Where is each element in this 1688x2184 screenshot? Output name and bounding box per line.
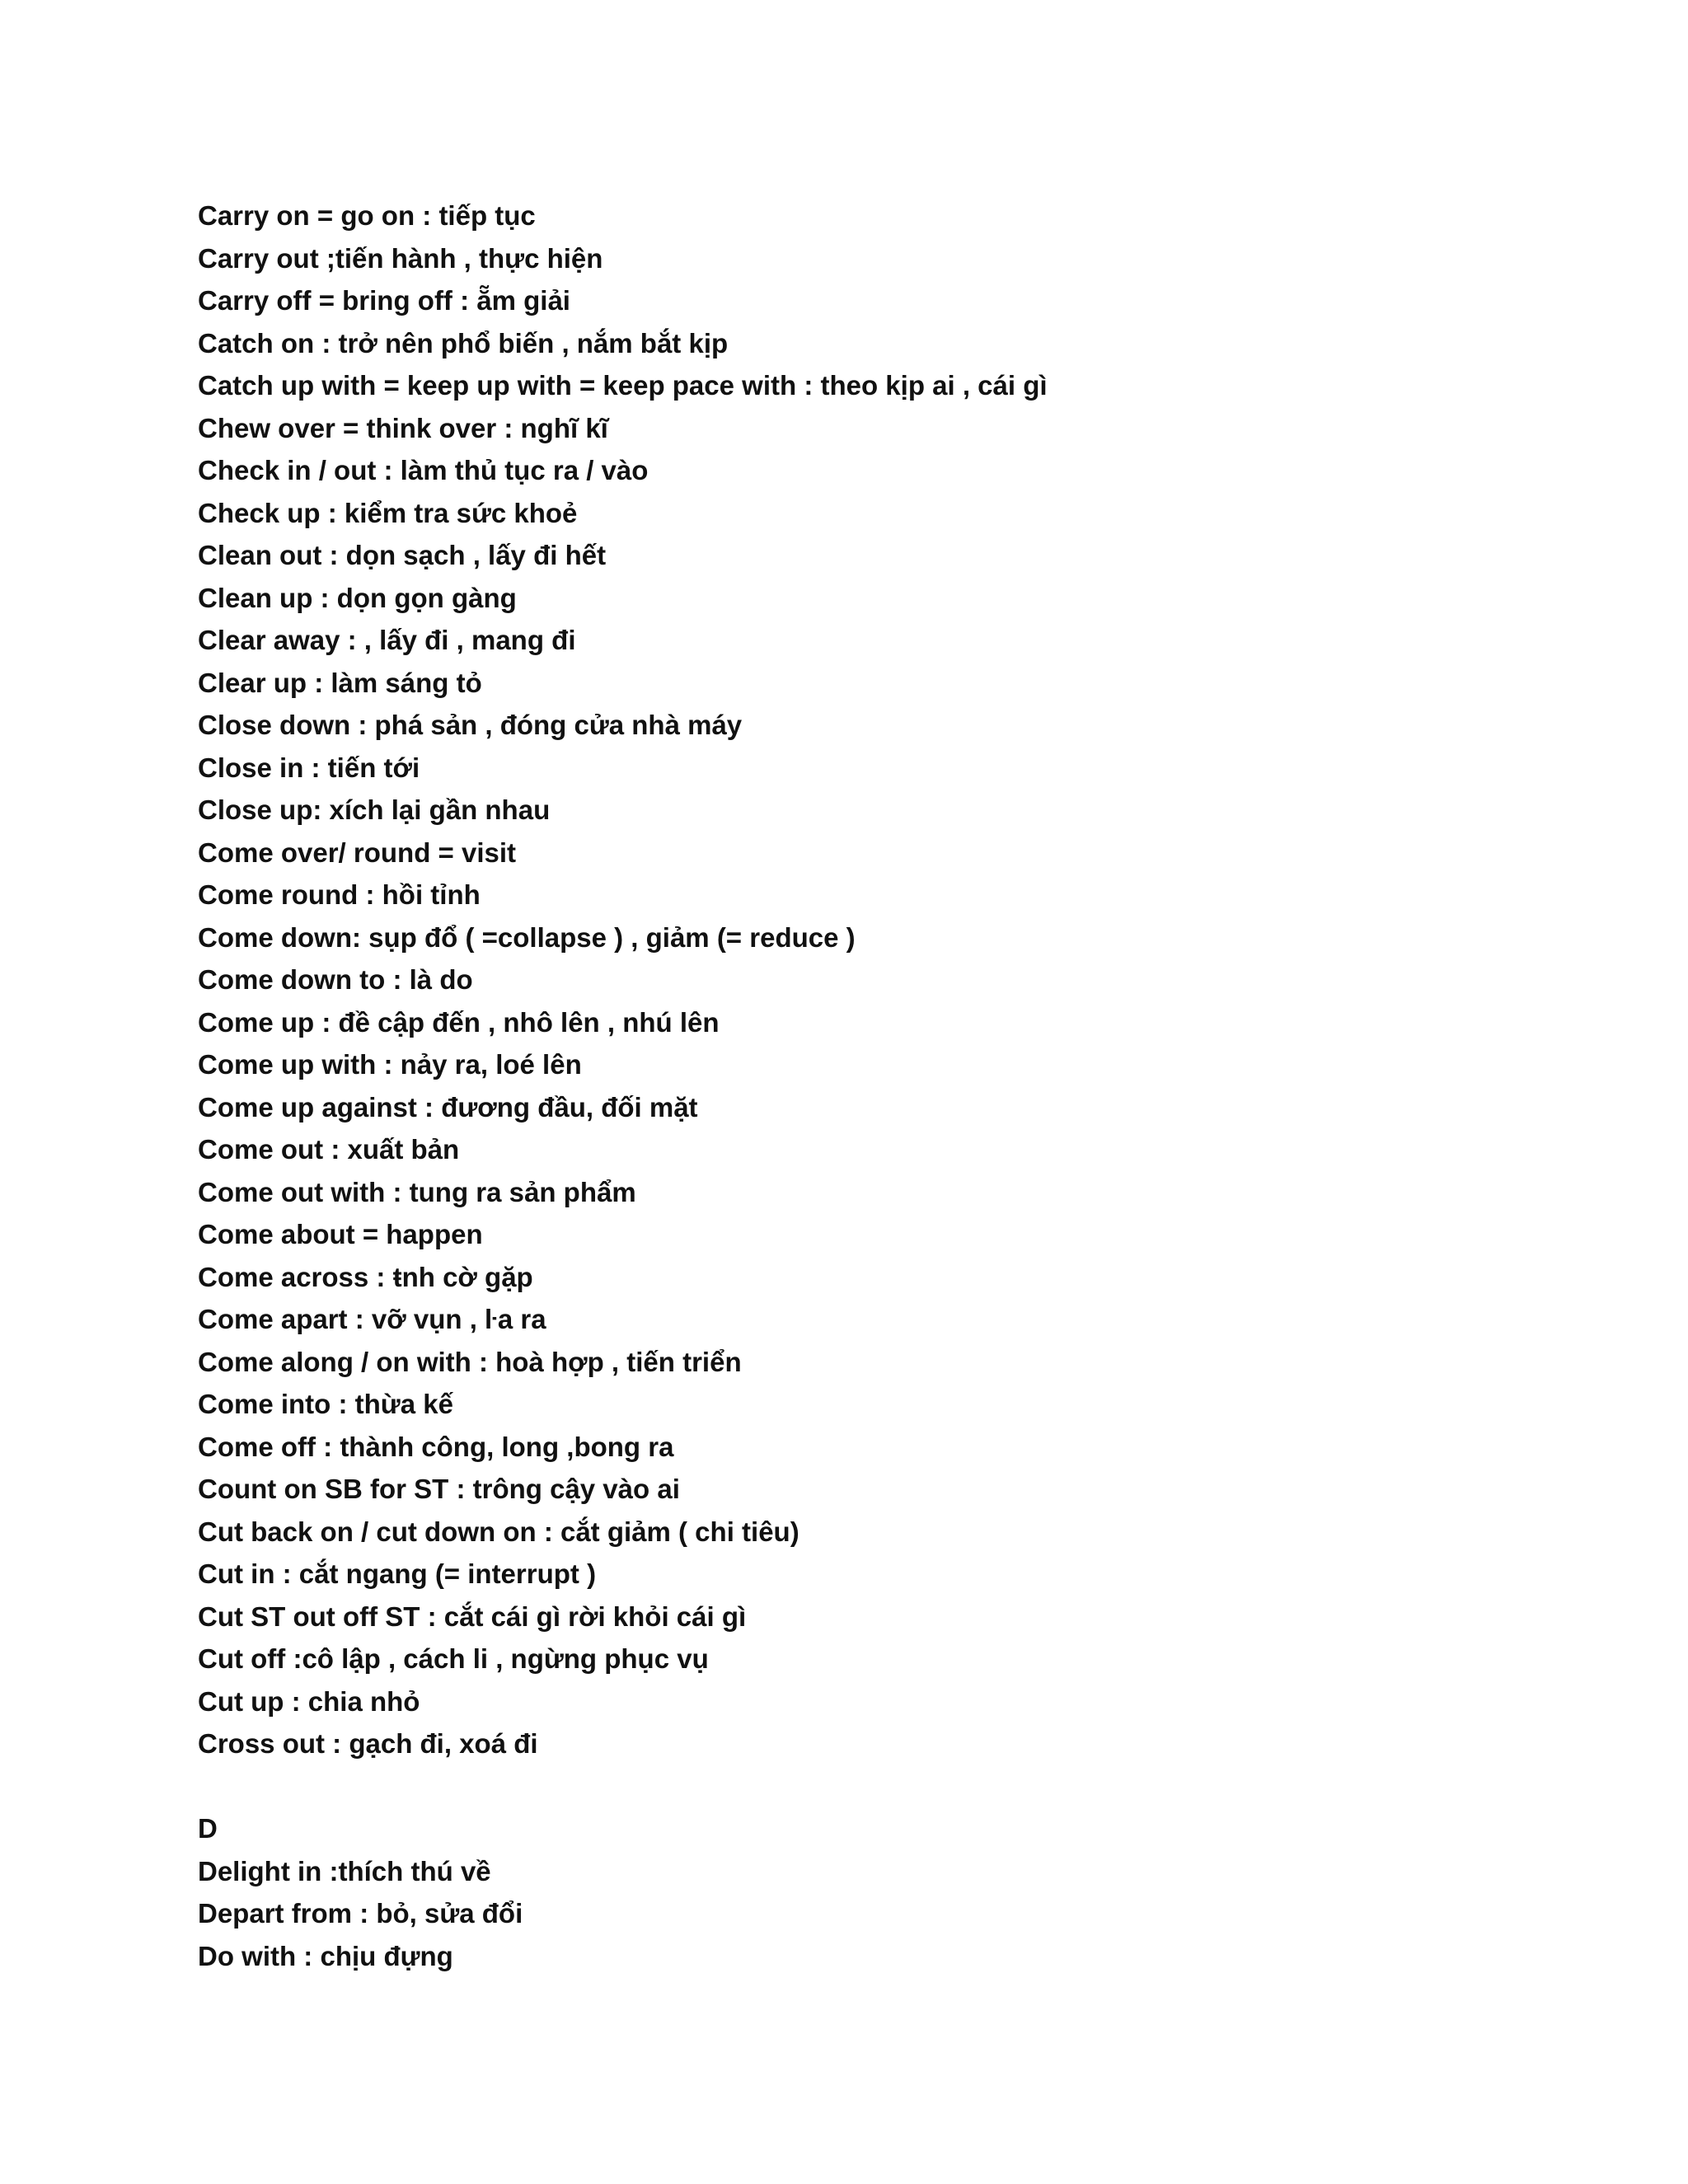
- section-c: [198, 194, 1599, 1765]
- entry-line: Come round : hồi tỉnh: [198, 879, 481, 910]
- entry-line: Come off : thành công, long ,bong ra: [198, 1431, 674, 1462]
- phrasal-verb-list: [198, 194, 1599, 1977]
- entry-line: Come over/ round = visit: [198, 837, 517, 868]
- entry-line: Come down: sụp đổ ( =collapse ) , giảm (= reduce ): [198, 921, 856, 953]
- entry-line: Cross out : gạch đi, xoá đi: [198, 1728, 538, 1759]
- entry-line: Clear away : , lấy đi , mang đi: [198, 625, 576, 655]
- entry-line: Depart from : bỏ, sửa đổi: [198, 1898, 523, 1929]
- entry-line: Clear up : làm sáng tỏ: [198, 667, 482, 698]
- entry-line: Come out with : tung ra sản phẩm: [198, 1176, 636, 1207]
- entry-line: Carry on = go on : tiếp tục: [198, 200, 536, 231]
- entry-line: Come up with : nảy ra, loé lên: [198, 1049, 582, 1080]
- entry-line: Check up : kiểm tra sức khoẻ: [198, 497, 578, 528]
- entry-line: Catch up with = keep up with = keep pace with : theo kịp ai , cái gì: [198, 370, 1048, 401]
- entry-line: Cut back on / cut down on : cắt giảm ( chi tiêu): [198, 1516, 799, 1547]
- entry-line: Come out : xuất bản: [198, 1134, 460, 1165]
- entry-line: Carry out ;tiến hành , thực hiện: [198, 242, 603, 274]
- entry-line: Count on SB for ST : trông cậy vào ai: [198, 1474, 680, 1504]
- entry-line: Come down to : là do: [198, 964, 473, 995]
- entry-line: Catch on : trở nên phổ biến , nắm bắt kịp: [198, 327, 729, 359]
- entry-line: Cut up : chia nhỏ: [198, 1685, 420, 1717]
- entry-line: Chew over = think over : nghĩ kĩ: [198, 412, 608, 443]
- entry-line: Come up against : đương đầu, đối mặt: [198, 1091, 698, 1122]
- entry-line: Close down : phá sản , đóng cửa nhà máy: [198, 710, 743, 740]
- entry-line: Cut in : cắt ngang (= interrupt ): [198, 1558, 597, 1589]
- entry-line: Come about = happen: [198, 1219, 483, 1249]
- entry-line: Clean up : dọn gọn gàng: [198, 582, 517, 613]
- entry-line: Do with : chịu đựng: [198, 1940, 453, 1971]
- entry-line: Clean out : dọn sạch , lấy đi hết: [198, 540, 607, 570]
- entry-line: Come apart : vỡ vụn , ŀa ra: [198, 1304, 546, 1334]
- entry-line: Delight in :thích thú về: [198, 1855, 491, 1886]
- section-heading: D: [198, 1813, 218, 1844]
- section-d: [198, 1807, 1599, 1977]
- entry-line: Come across : ŧnh cờ gặp: [198, 1261, 533, 1292]
- entry-line: Carry off = bring off : ẵm giải: [198, 285, 570, 316]
- entry-line: Check in / out : làm thủ tục ra / vào: [198, 455, 649, 485]
- entry-line: Cut off :cô lập , cách li , ngừng phục vụ: [198, 1643, 709, 1674]
- entry-line: Come into : thừa kế: [198, 1389, 453, 1419]
- entry-line: Close in : tiến tới: [198, 752, 420, 783]
- entry-line: Come up : đề cập đến , nhô lên , nhú lên: [198, 1006, 720, 1038]
- entry-line: Close up: xích lại gần nhau: [198, 794, 551, 825]
- entry-line: Cut ST out off ST : cắt cái gì rời khỏi cái gì: [198, 1601, 747, 1632]
- entry-line: Come along / on with : hoà hợp , tiến triển: [198, 1346, 742, 1377]
